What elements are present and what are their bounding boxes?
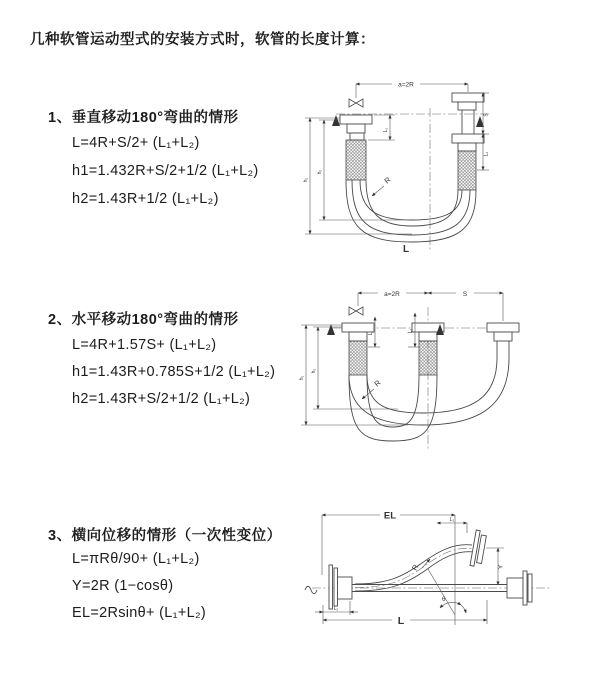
d3-tilted-flange: [470, 530, 487, 567]
d3-break-mark: [305, 586, 317, 594]
d2-dim-h1-label: h₁: [299, 375, 305, 381]
d3-dim-el-label: EL: [383, 510, 397, 522]
d1-right-fitting: [452, 93, 484, 190]
section-3-formula-2: Y=2R (1−cosθ): [72, 578, 174, 594]
d2-right-fitting: [487, 323, 519, 358]
diagram-2-horizontal-180-bend: [298, 283, 552, 458]
d1-length-label: L: [403, 244, 410, 255]
d3-radius-label: R: [409, 562, 421, 572]
d2-left-braid: [349, 341, 367, 375]
d2-middle-braid: [419, 341, 437, 375]
section-3-heading: 3、横向位移的情形（一次性变位）: [48, 528, 282, 544]
d2-dim-a-s: [358, 291, 503, 321]
d3-dim-l-label: L: [397, 615, 405, 627]
section-2-formula-2: h1=1.43R+0.785S+1/2 (L₁+L₂): [72, 364, 276, 380]
d2-radius-callout: [362, 378, 383, 399]
section-1-formula-3: h2=1.43R+1/2 (L₁+L₂): [72, 191, 219, 207]
d3-dim-l1: [437, 517, 467, 533]
d1-left-fitting: [340, 115, 372, 180]
d2-radius-label: R: [372, 378, 383, 389]
d2-valve-icon: [349, 307, 363, 315]
d1-dim-l1-label: L₁: [383, 127, 389, 133]
section-1-formula-2: h1=1.432R+S/2+1/2 (L₁+L₂): [72, 163, 259, 179]
d1-dim-h1-label: h₁: [303, 177, 309, 183]
d1-dim-l2-label: L₂: [483, 151, 490, 157]
d3-radius-and-angle: [410, 559, 466, 615]
d1-dim-s-label: S: [483, 113, 490, 117]
d1-dim-h2-label: h₂: [317, 169, 323, 175]
d1-dim-a-label: a=2R: [398, 81, 414, 89]
d3-dim-el: [322, 511, 455, 626]
d2-dim-s-label: S: [462, 291, 468, 298]
d1-hose-curves: [346, 180, 476, 242]
d2-dim-l1-label: L₁: [368, 330, 374, 336]
section-1-heading: 1、垂直移动180°弯曲的情形: [48, 110, 239, 126]
d3-right-flange: [507, 571, 532, 605]
d1-dim-s-l2: [477, 93, 490, 170]
diagram-1-vertical-180-bend: [300, 70, 540, 265]
d3-theta-label: θ: [442, 596, 446, 603]
d3-dim-l: [323, 600, 487, 627]
d1-valve-icon: [349, 99, 363, 107]
d2-dim-l2-label: L₂: [407, 328, 414, 334]
section-3-formula-3: EL=2Rsinθ+ (L₁+L₂): [72, 605, 207, 621]
d2-dim-a-label: a=2R: [384, 291, 400, 298]
section-3-formula-1: L=πRθ/90+ (L₁+L₂): [72, 551, 200, 567]
d1-radius-label: R: [382, 175, 393, 186]
diagram-3-lateral-displacement: [300, 505, 565, 650]
d3-dim-y: [486, 548, 505, 585]
page-title: 几种软管运动型式的安装方式时，软管的长度计算：: [30, 32, 375, 48]
d1-radius-callout: [372, 175, 393, 196]
d1-dim-a: [356, 82, 468, 99]
section-2-heading: 2、水平移动180°弯曲的情形: [48, 312, 239, 328]
d2-dim-h2-label: h₂: [311, 368, 317, 374]
section-2-formula-3: h2=1.43R+S/2+1/2 (L₁+L₂): [72, 391, 251, 407]
section-2-formula-1: L=4R+1.57S+ (L₁+L₂): [72, 337, 217, 353]
d3-dim-y-label: Y: [497, 564, 505, 570]
d1-left-braid: [346, 140, 366, 180]
d3-left-flange: [329, 565, 352, 609]
d1-right-braid: [458, 151, 476, 190]
d3-dim-l2-label: L₂: [333, 606, 339, 612]
d3-dim-l1-label: L₁: [449, 517, 455, 523]
section-1-formula-1: L=4R+S/2+ (L₁+L₂): [72, 135, 200, 151]
